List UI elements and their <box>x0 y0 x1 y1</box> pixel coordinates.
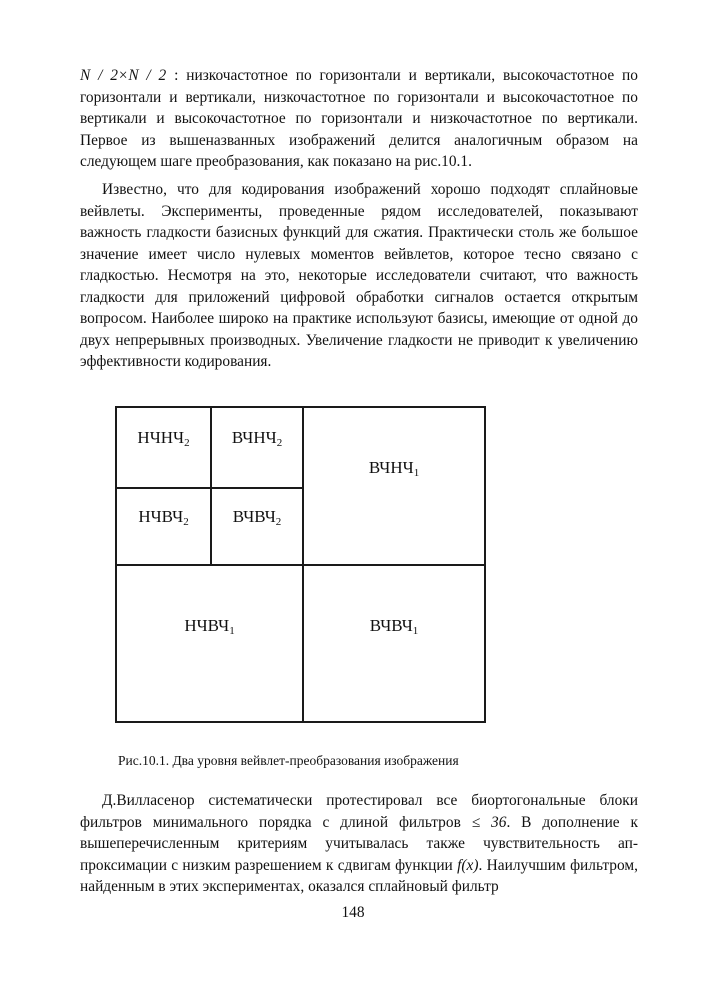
cell-hv2 <box>117 489 212 566</box>
cell-vh1 <box>304 408 484 566</box>
cell-hv2-label: $НЧВЧ_2$ <box>138 506 189 528</box>
paragraph-1 <box>80 65 638 173</box>
paragraph-1-text: : низкочастотное по горизонтали и вертикали, высокочастотное по горизонтали и вертикали, низкочастотное по горизонтали и высокочастотное по вертикали и высокочастотное по горизонтали и низкочастотное по вертикали. Первое из вышеназванных изображений делится аналогичным образом на следующем шаге преобразования, как показано на рис.10.1. <box>80 67 638 170</box>
cell-hv1-label: $НЧВЧ_1$ <box>184 615 235 637</box>
paragraph-3 <box>80 790 638 898</box>
cell-vh2 <box>212 408 304 489</box>
wavelet-decomposition-diagram <box>115 406 486 723</box>
cell-vv1-label: $ВЧВЧ_1$ <box>369 615 419 637</box>
figure-caption: Рис.10.1. Два уровня вейвлет-преобразования изображения <box>118 753 459 768</box>
cell-hh2 <box>117 408 212 489</box>
paragraph-3-text-middle: . В дополнение к вышеперечисленным критериям учитывалась также чувствительность аппроксимации с низким разрешением к сдвигам функции <box>80 813 638 874</box>
formula-fx: f(x) <box>457 856 479 874</box>
cell-vv2-label: $ВЧВЧ_2$ <box>232 506 282 528</box>
cell-hh2-label: $НЧНЧ_2$ <box>137 427 190 449</box>
paragraph-3-text-before: Д.Вилласенор систематически протестировал все биортогональные блоки фильтров минимального порядка с длиной фильтров <box>80 792 638 831</box>
cell-vh2-label: $ВЧНЧ_2$ <box>231 427 283 449</box>
formula-n2xn2: N / 2×N / 2 <box>80 67 167 84</box>
cell-hv1 <box>117 566 304 721</box>
paragraph-2: Известно, что для кодирования изображений хорошо подходят сплайновые вейвлеты. Эксперименты, проведенные рядом исследователей, показывают важность гладкости базисных функций для сжатия. Практически столь же большое значение имеет число нулевых моментов вейвлетов, которое тесно связано с гладкостью. Несмотря на это, некоторые исследователи считают, что важность гладкости для приложений цифровой обработки сигналов остается открытым вопросом. Наиболее широко на практике используют базисы, имеющие от одной до двух непрерывных производных. Увеличение гладкости не приводит к увеличению эффективности кодирования. <box>80 181 638 370</box>
page-number: 148 <box>341 904 365 921</box>
formula-filter-length: ≤ 36 <box>471 813 507 831</box>
cell-vv1 <box>304 566 484 721</box>
cell-vv2 <box>212 489 304 566</box>
paragraph-3-text-after: . Наилучшим фильтром, найденным в этих экспериментах, оказался сплайновый фильтр <box>80 856 638 895</box>
cell-vh1-label: $ВЧНЧ_1$ <box>368 458 420 479</box>
